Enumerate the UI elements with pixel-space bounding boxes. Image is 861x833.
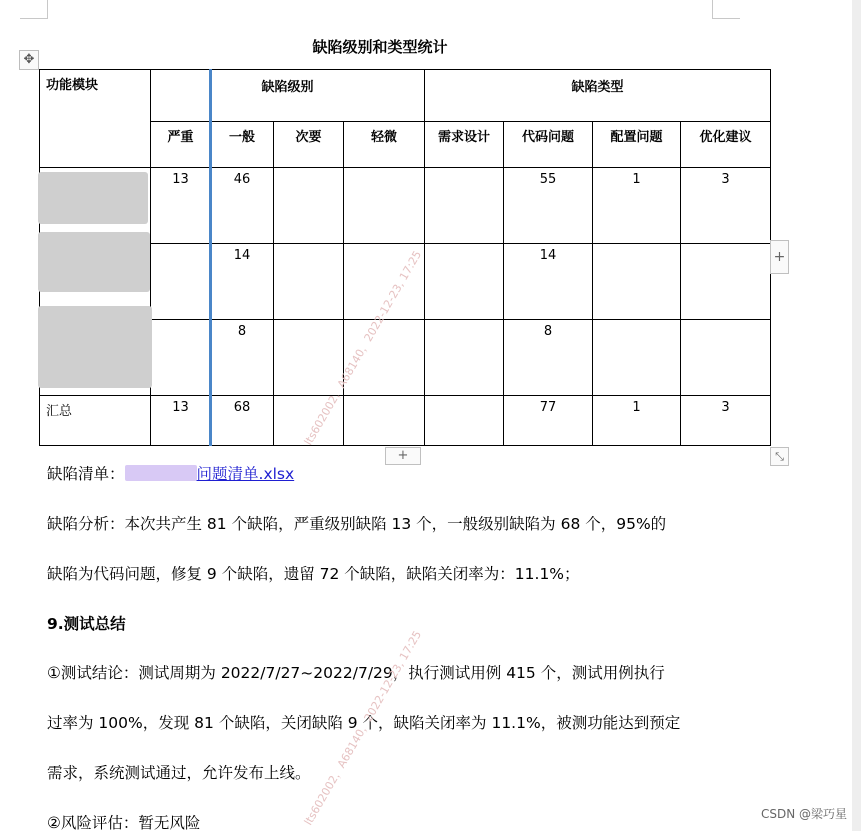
table-cell <box>274 244 344 320</box>
section-heading: 9.测试总结 <box>47 615 126 633</box>
total-label: 汇总 <box>40 396 151 446</box>
header-type: 缺陷类型 <box>425 70 771 122</box>
conclusion-line-1: ①测试结论：测试周期为 2022/7/27~2022/7/29，执行测试用例 415 个，测试用例执行 <box>47 664 665 682</box>
table-cell <box>425 396 504 446</box>
table-cell: 68 <box>211 396 274 446</box>
defect-list-line <box>47 462 294 484</box>
col-code-issue: 代码问题 <box>504 122 593 168</box>
table-cell: 3 <box>681 396 771 446</box>
table-cell: 8 <box>211 320 274 396</box>
col-normal: 一般 <box>211 122 274 168</box>
risk-line: ②风险评估：暂无风险 <box>47 814 201 832</box>
table-cell <box>274 168 344 244</box>
add-column-icon[interactable]: + <box>770 240 789 274</box>
table-cell <box>425 320 504 396</box>
table-row-total <box>40 396 771 446</box>
column-selection-bar <box>209 69 212 446</box>
table-title: 缺陷级别和类型统计 <box>312 38 448 56</box>
table-cell: 55 <box>504 168 593 244</box>
table-cell: 1 <box>593 396 681 446</box>
table-cell <box>151 320 211 396</box>
page-gutter <box>852 0 861 831</box>
col-severe: 严重 <box>151 122 211 168</box>
add-row-icon[interactable]: + <box>385 447 421 465</box>
col-trivial: 轻微 <box>344 122 425 168</box>
table-cell <box>593 320 681 396</box>
defect-list-label: 缺陷清单： <box>47 465 125 483</box>
table-cell: 77 <box>504 396 593 446</box>
table-cell <box>425 168 504 244</box>
table-cell: 3 <box>681 168 771 244</box>
col-minor: 次要 <box>274 122 344 168</box>
analysis-line-1: 缺陷分析：本次共产生 81 个缺陷，严重级别缺陷 13 个，一般级别缺陷为 68 个，95%的 <box>47 515 667 533</box>
table-cell <box>151 244 211 320</box>
redacted-module-names <box>38 168 156 393</box>
table-cell: 14 <box>504 244 593 320</box>
redacted-filename <box>125 465 197 481</box>
table-move-handle-icon[interactable]: ✥ <box>19 50 39 70</box>
header-module: 功能模块 <box>40 70 151 168</box>
csdn-credit: CSDN @梁巧星 <box>760 807 847 821</box>
table-cell: 8 <box>504 320 593 396</box>
watermark: lts602002，A68140，2022-12-23, 17:25 <box>301 628 425 828</box>
col-optimize: 优化建议 <box>681 122 771 168</box>
table-resize-icon[interactable]: ⤡ <box>770 447 789 466</box>
table-cell <box>681 320 771 396</box>
table-cell: 1 <box>593 168 681 244</box>
header-level: 缺陷级别 <box>151 70 425 122</box>
defect-list-link[interactable]: 问题清单.xlsx <box>196 465 295 483</box>
page-corner-mark <box>20 0 48 19</box>
table-cell: 13 <box>151 168 211 244</box>
analysis-line-2: 缺陷为代码问题，修复 9 个缺陷，遗留 72 个缺陷，缺陷关闭率为：11.1%； <box>47 565 580 583</box>
table-cell: 13 <box>151 396 211 446</box>
table-cell <box>593 244 681 320</box>
table-cell: 46 <box>211 168 274 244</box>
table-cell <box>425 244 504 320</box>
conclusion-line-3: 需求，系统测试通过，允许发布上线。 <box>47 764 311 782</box>
table-cell <box>344 396 425 446</box>
page-corner-mark <box>712 0 740 19</box>
table-cell <box>681 244 771 320</box>
table-cell <box>344 168 425 244</box>
conclusion-line-2: 过率为 100%，发现 81 个缺陷，关闭缺陷 9 个，缺陷关闭率为 11.1%，被测功能达到预定 <box>47 714 681 732</box>
watermark: lts602002，A68140，2022-12-23, 17:25 <box>301 248 425 448</box>
col-config-issue: 配置问题 <box>593 122 681 168</box>
col-req-design: 需求设计 <box>425 122 504 168</box>
table-cell: 14 <box>211 244 274 320</box>
